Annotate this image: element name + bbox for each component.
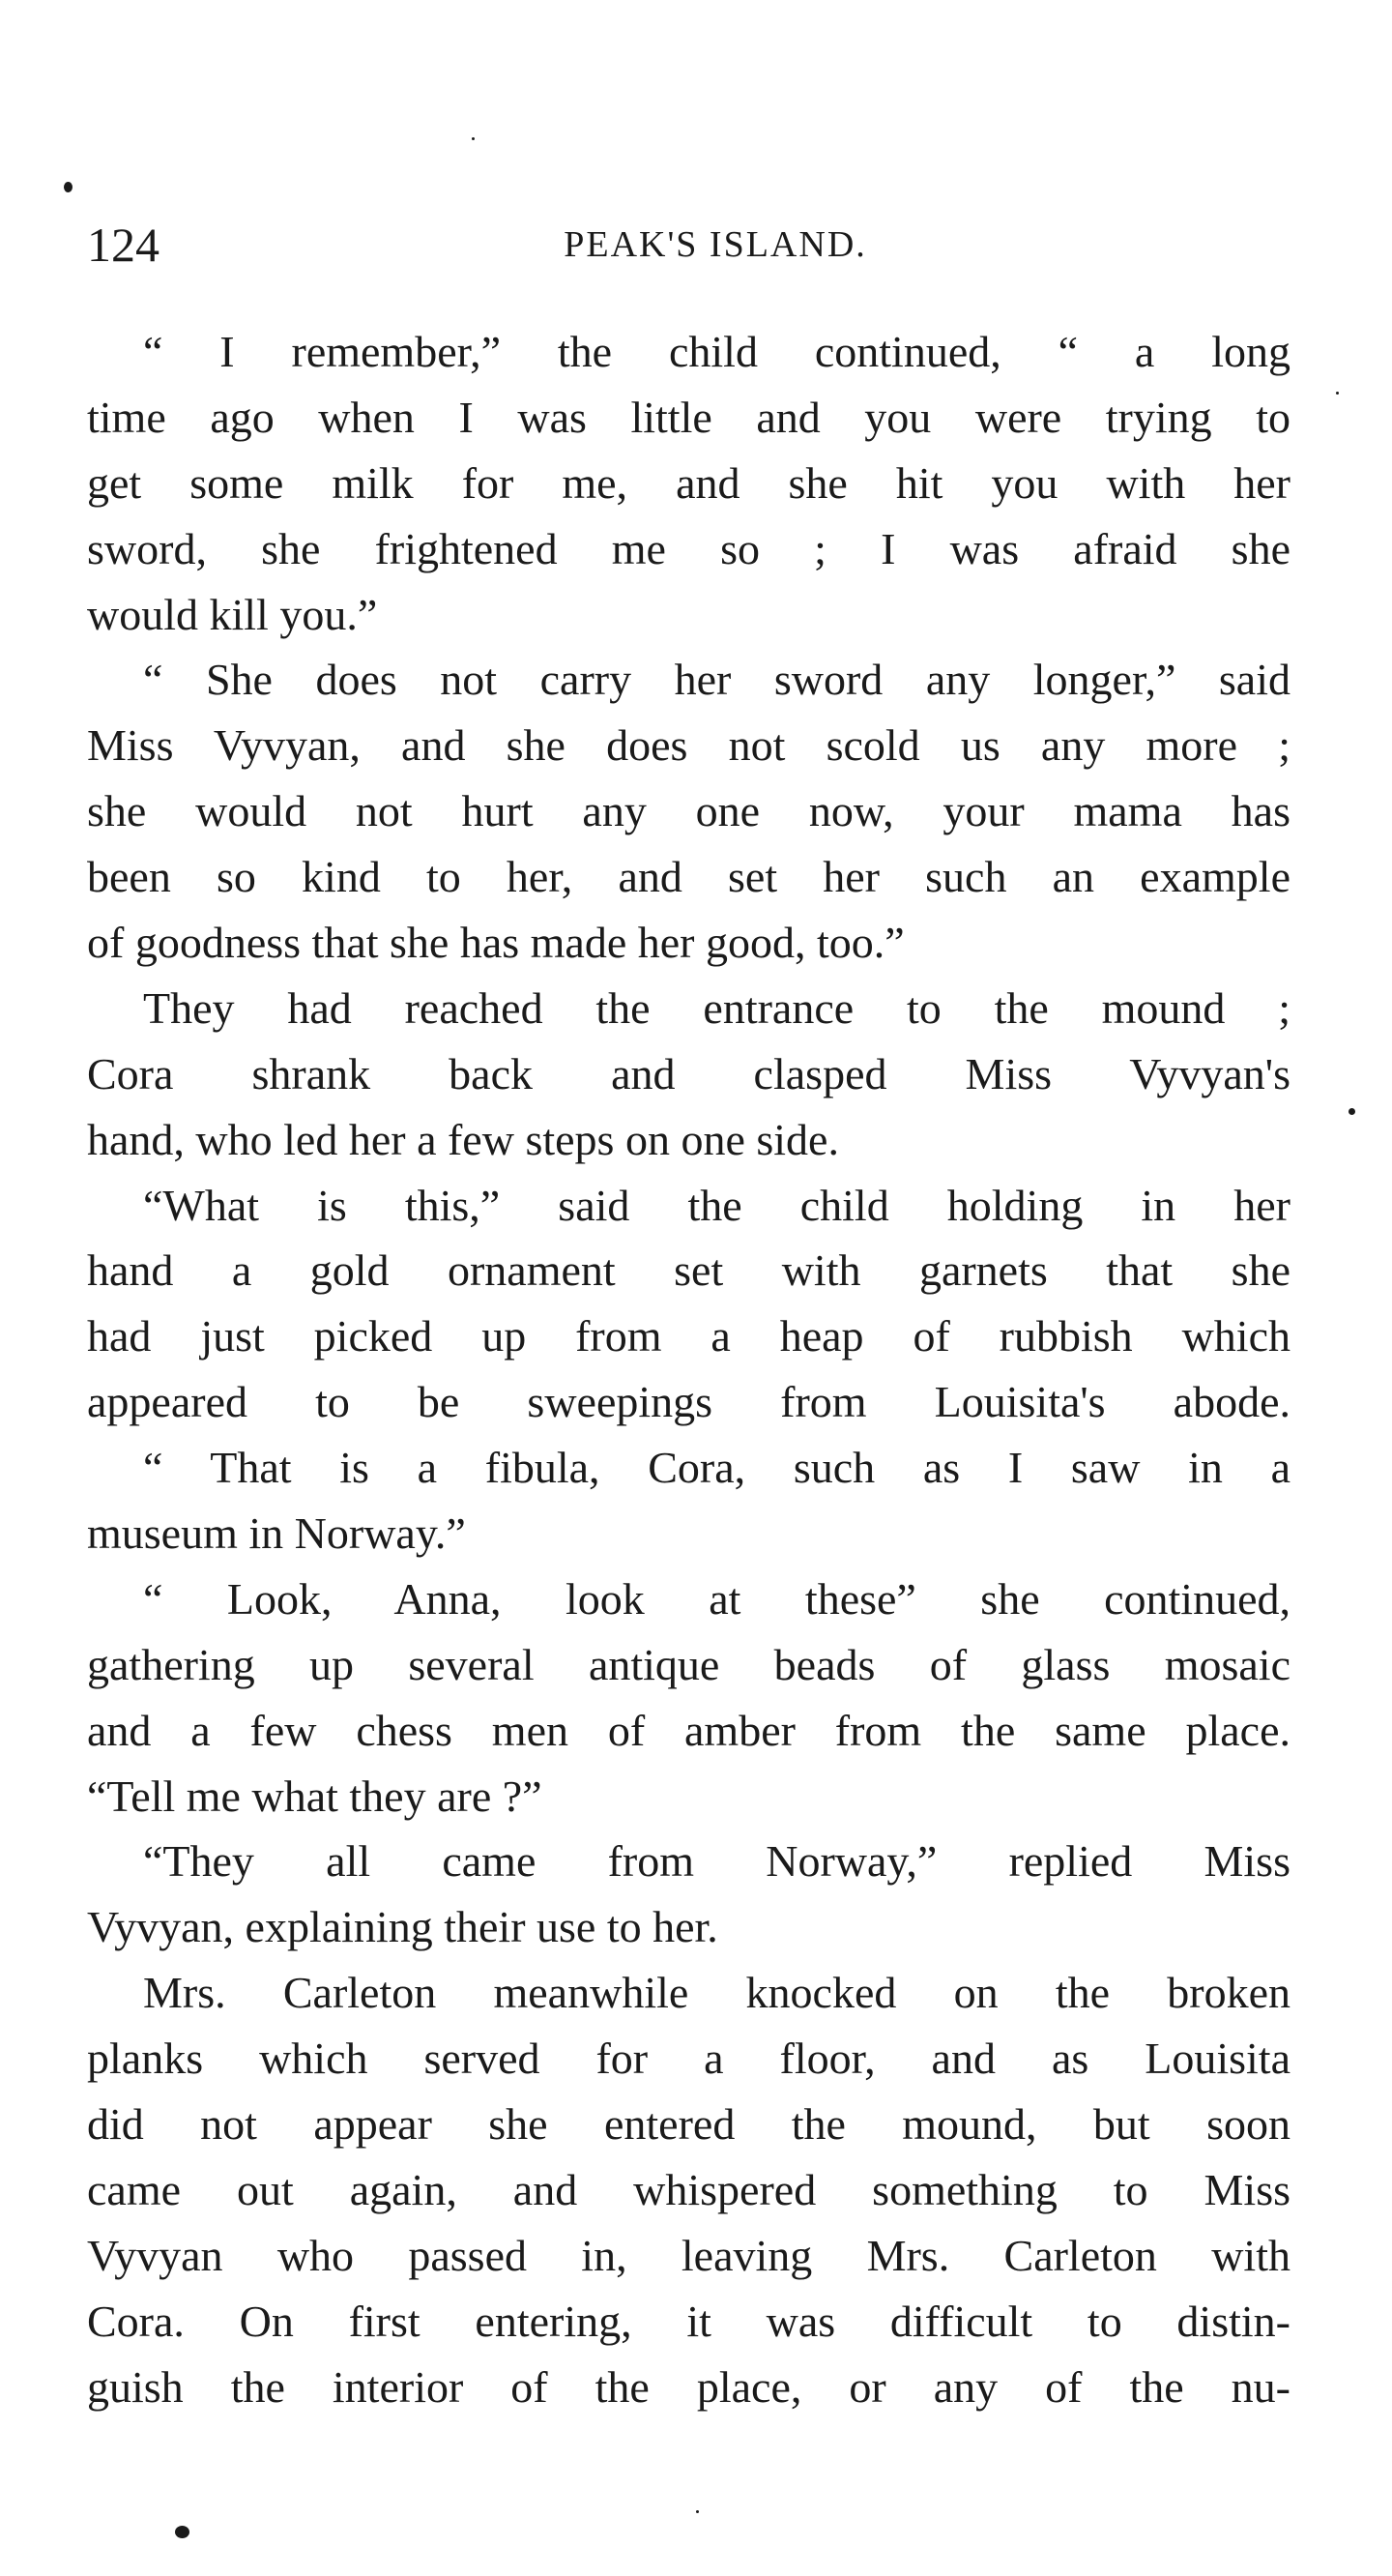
text-line: “ I remember,” the child continued, “ a long: [143, 327, 1290, 376]
text-line: she would not hurt any one now, your mama has: [87, 786, 1290, 836]
text-line: “Tell me what they are ?”: [87, 1771, 542, 1821]
print-speck: [696, 2510, 699, 2513]
text-line: time ago when I was little and you were trying to: [87, 392, 1290, 442]
text-line: and a few chess men of amber from the same place.: [87, 1705, 1290, 1755]
text-line: museum in Norway.”: [87, 1508, 466, 1559]
text-line: would kill you.”: [87, 589, 378, 639]
text-line: “They all came from Norway,” replied Miss: [143, 1836, 1290, 1887]
text-line: guish the interior of the place, or any of the nu-: [87, 2361, 1290, 2412]
text-line: Mrs. Carleton meanwhile knocked on the broken: [143, 1968, 1290, 2018]
text-line: “ Look, Anna, look at these” she continued,: [143, 1573, 1290, 1624]
text-line: appeared to be sweepings from Louisita's abode.: [87, 1377, 1290, 1427]
text-line: hand a gold ornament set with garnets that she: [87, 1245, 1290, 1296]
text-line: Miss Vyvyan, and she does not scold us any more ;: [87, 720, 1290, 771]
print-speck: [64, 182, 72, 192]
text-line: Cora shrank back and clasped Miss Vyvyan's: [87, 1048, 1290, 1098]
text-line: “ That is a fibula, Cora, such as I saw in a: [143, 1443, 1290, 1493]
print-speck: [175, 2526, 189, 2538]
text-line: did not appear she entered the mound, but soon: [87, 2099, 1290, 2150]
page-number: 124: [87, 218, 160, 272]
text-line: Cora. On first entering, it was difficult to distin-: [87, 2296, 1290, 2346]
text-line: “ She does not carry her sword any longer,” said: [143, 655, 1290, 705]
text-line: gathering up several antique beads of glass mosaic: [87, 1639, 1290, 1689]
text-line: had just picked up from a heap of rubbish which: [87, 1311, 1290, 1361]
print-speck: [1336, 392, 1339, 395]
page-header: [87, 211, 1305, 278]
text-line: sword, she frightened me so ; I was afraid she: [87, 523, 1290, 573]
print-speck: [1348, 1108, 1355, 1115]
text-line: planks which served for a floor, and as Louisita: [87, 2034, 1290, 2084]
text-line: get some milk for me, and she hit you with her: [87, 457, 1290, 508]
print-speck: [472, 137, 475, 140]
text-line: been so kind to her, and set her such an example: [87, 852, 1290, 902]
text-line: They had reached the entrance to the mound ;: [143, 982, 1290, 1033]
text-line: Vyvyan, explaining their use to her.: [87, 1902, 718, 1952]
running-head: PEAK'S ISLAND.: [564, 224, 867, 265]
text-line: Vyvyan who passed in, leaving Mrs. Carleton with: [87, 2230, 1290, 2280]
text-line: hand, who led her a few steps on one side.: [87, 1114, 839, 1164]
text-line: “What is this,” said the child holding in her: [143, 1180, 1290, 1230]
body-text: [87, 319, 1290, 2420]
text-line: of goodness that she has made her good, too.”: [87, 918, 905, 968]
text-line: came out again, and whispered something to Miss: [87, 2164, 1290, 2214]
